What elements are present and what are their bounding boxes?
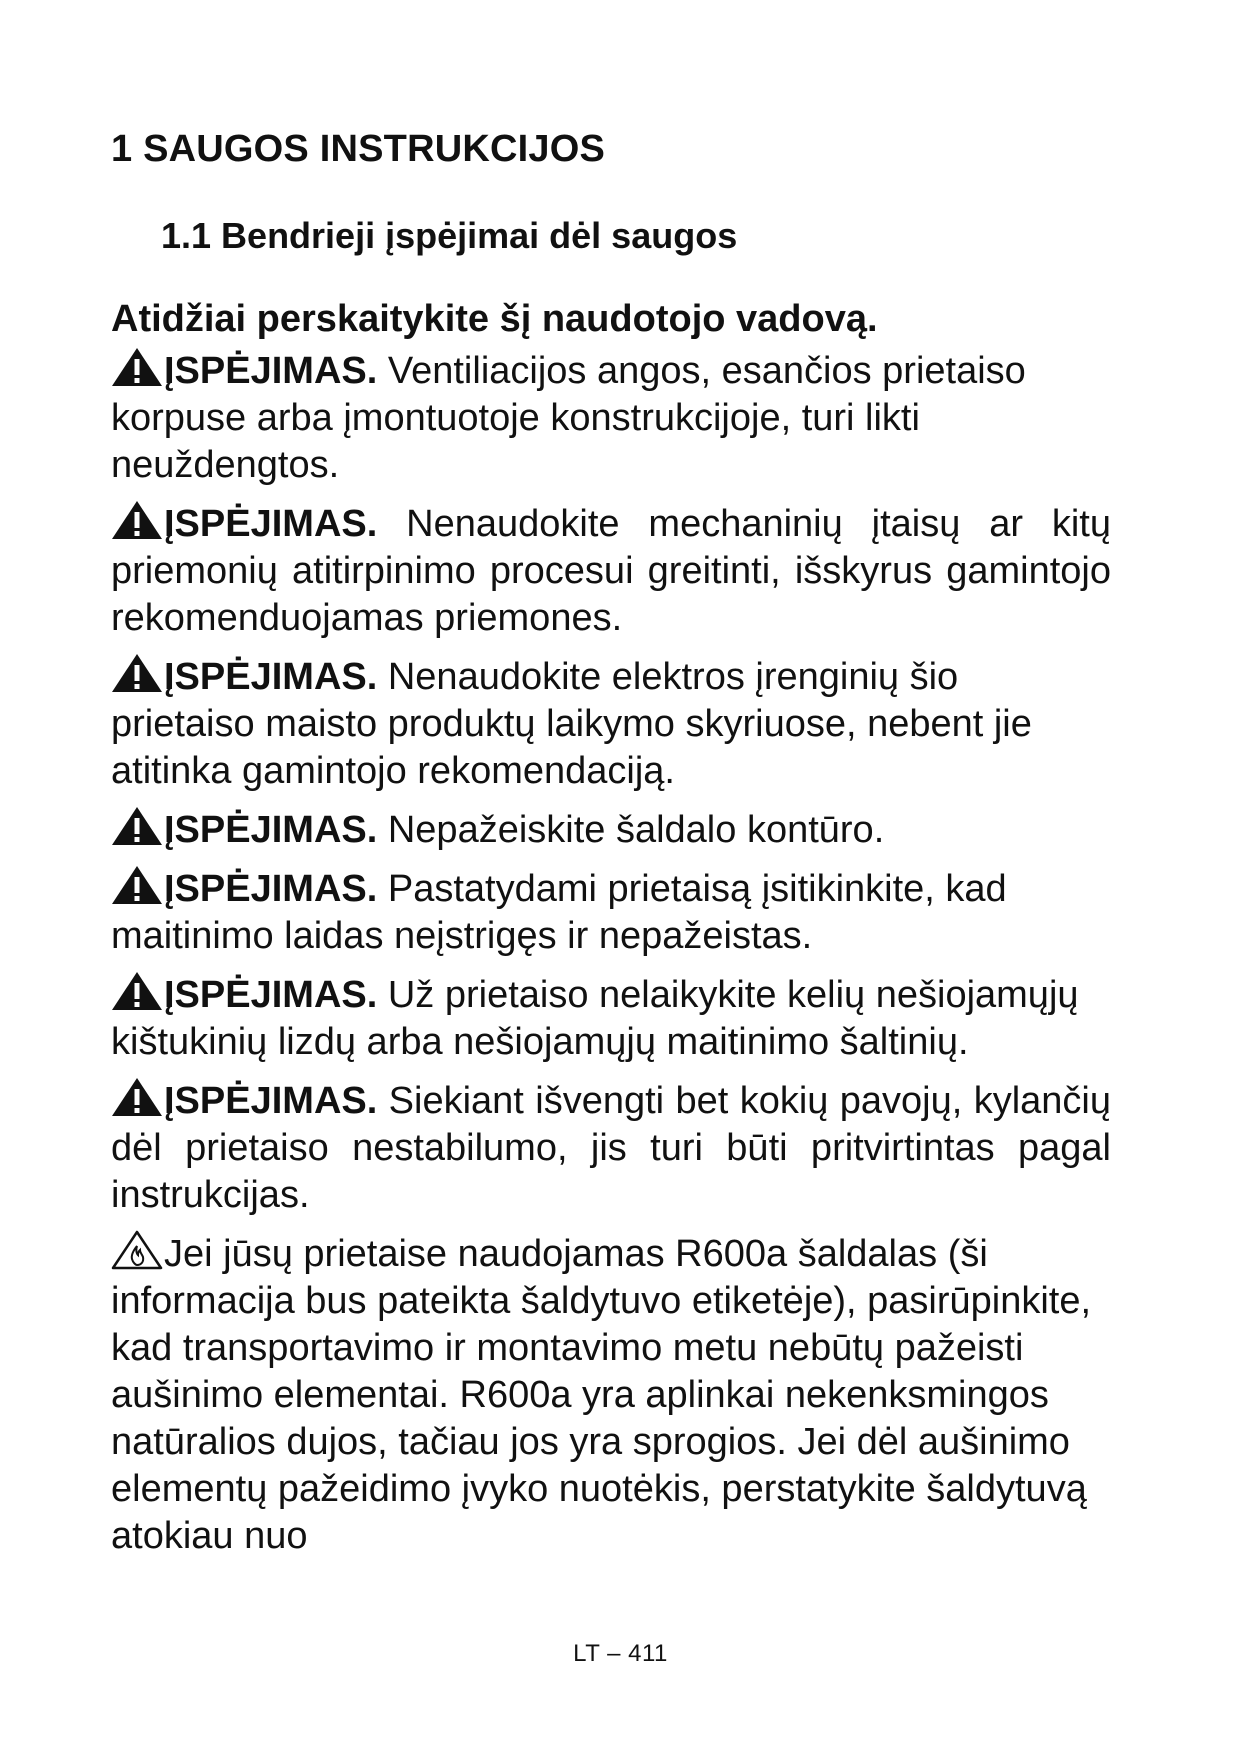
- section-heading: 1 SAUGOS INSTRUKCIJOS: [111, 128, 606, 170]
- flammable-warning-icon: [111, 1230, 163, 1270]
- warning-label: ĮSPĖJIMAS.: [164, 503, 378, 545]
- warning-label: ĮSPĖJIMAS.: [164, 868, 378, 910]
- warning-text: Už prietaiso nelaikykite kelių nešiojamųjų kištukinių lizdų arba nešiojamųjų maitinimo šaltinių.: [111, 974, 1079, 1063]
- warning-label: ĮSPĖJIMAS.: [164, 974, 378, 1016]
- warning-paragraph: [111, 500, 1111, 642]
- warning-label: ĮSPĖJIMAS.: [164, 809, 378, 851]
- warning-paragraph: [111, 971, 1111, 1066]
- warning-label: ĮSPĖJIMAS.: [164, 656, 378, 698]
- warning-paragraph: [111, 347, 1111, 489]
- warning-text: Pastatydami prietaisą įsitikinkite, kad maitinimo laidas neįstrigęs ir nepažeistas.: [111, 868, 1007, 957]
- warning-paragraph: [111, 1077, 1111, 1219]
- warning-triangle-icon: [111, 653, 163, 693]
- warning-triangle-icon: [111, 865, 163, 905]
- warning-triangle-icon: [111, 806, 163, 846]
- warning-label: ĮSPĖJIMAS.: [164, 350, 378, 392]
- warning-triangle-icon: [111, 971, 163, 1011]
- warning-triangle-icon: [111, 500, 163, 540]
- lead-instruction: Atidžiai perskaitykite šį naudotojo vadovą.: [111, 298, 878, 340]
- warning-triangle-icon: [111, 1077, 163, 1117]
- subsection-heading: 1.1 Bendrieji įspėjimai dėl saugos: [161, 215, 738, 256]
- warning-text: Siekiant išvengti bet kokių pavojų, kylančių dėl prietaiso nestabilumo, jis turi būti pritvirtintas pagal instrukcijas.: [111, 1080, 1111, 1216]
- warning-text: Nepažeiskite šaldalo kontūro.: [377, 809, 885, 851]
- flammable-note-paragraph: [111, 1230, 1111, 1560]
- page-number: LT – 411: [573, 1640, 668, 1667]
- warning-paragraph: [111, 806, 1111, 854]
- warning-text: Nenaudokite mechaninių įtaisų ar kitų priemonių atitirpinimo procesui greitinti, išskyrus gamintojo rekomenduojamas priemones.: [111, 503, 1111, 639]
- warnings-list: [111, 347, 1111, 1571]
- flammable-note-text: Jei jūsų prietaise naudojamas R600a šaldalas (ši informacija bus pateikta šaldytuvo etiketėje), pasirūpinkite, kad transportavimo ir montavimo metu nebūtų pažeisti aušinimo elementai. R600a yra aplinkai nekenksmingos natūralios dujos, tačiau jos yra sprogios. Jei dėl aušinimo elementų pažeidimo įvyko nuotėkis, perstatykite šaldytuvą atokiau nuo: [111, 1233, 1092, 1557]
- warning-text: Nenaudokite elektros įrenginių šio prietaiso maisto produktų laikymo skyriuose, nebent jie atitinka gamintojo rekomendaciją.: [111, 656, 1032, 792]
- warning-paragraph: [111, 653, 1111, 795]
- warning-text: Ventiliacijos angos, esančios prietaiso korpuse arba įmontuotoje konstrukcijoje, turi likti neuždengtos.: [111, 350, 1026, 486]
- warning-paragraph: [111, 865, 1111, 960]
- warning-label: ĮSPĖJIMAS.: [164, 1080, 378, 1122]
- warning-triangle-icon: [111, 347, 163, 387]
